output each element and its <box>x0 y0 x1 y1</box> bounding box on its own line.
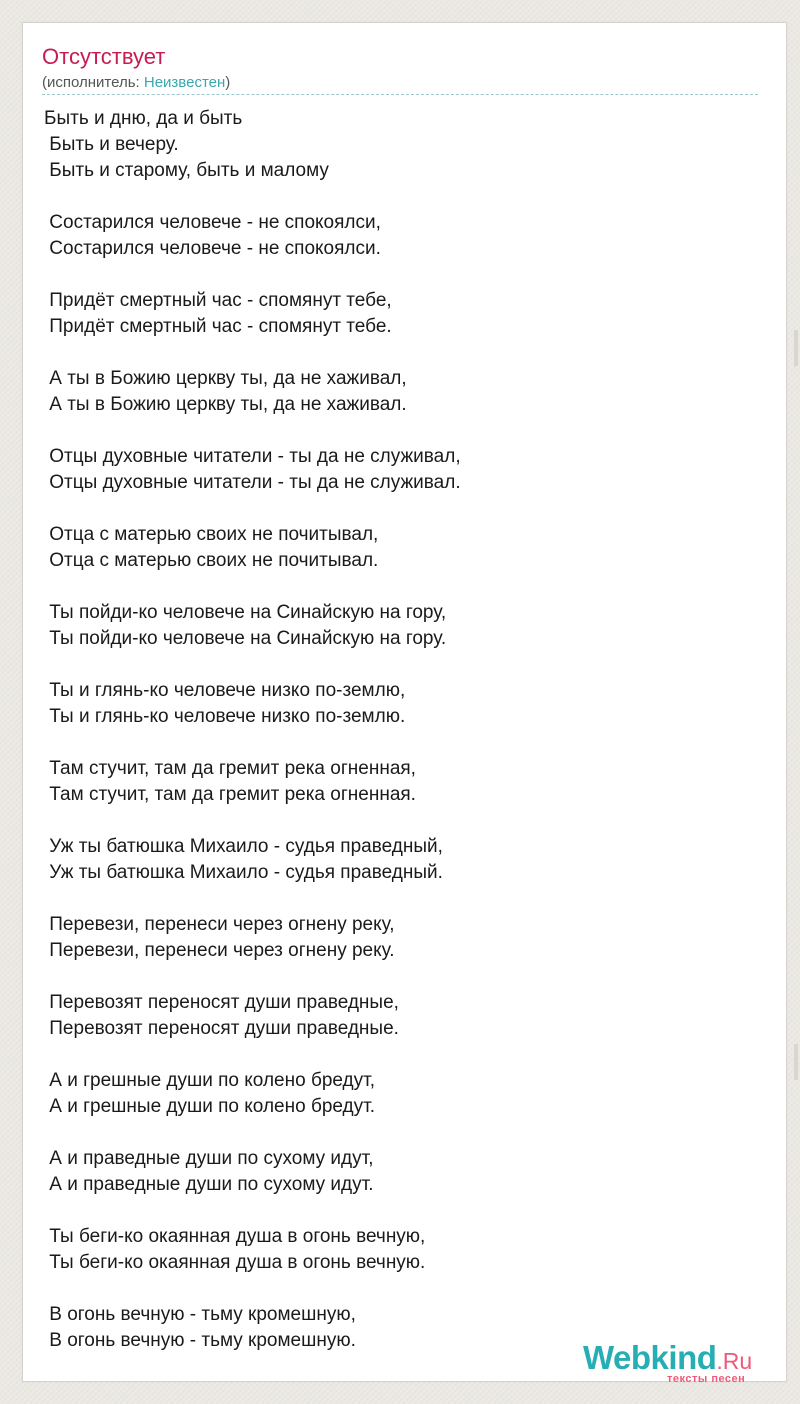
logo-tagline: тексты песен <box>667 1373 746 1385</box>
artist-suffix: ) <box>225 74 231 91</box>
lyrics-card <box>22 22 787 1385</box>
song-title: Отсутствует <box>42 44 166 69</box>
logo-main-text: Webkind <box>583 1339 717 1376</box>
scrollbar-mark-bottom <box>794 1044 798 1080</box>
site-logo[interactable] <box>583 1340 783 1386</box>
artist-link[interactable]: Неизвестен <box>143 74 226 91</box>
divider <box>42 94 758 95</box>
lyrics-text: Быть и дню, да и быть Быть и вечеру. Быть и старому, быть и малому Состарился человече - не спокоялси, Состарился человече - не спокоялси. Придёт смертный час - спомянут тебе, Придёт смертный час - спомянут тебе. А ты в Божию церкву ты, да не хаживал, А ты в Божию церкву ты, да не хаживал. Отцы духовные читатели - ты да не служивал, Отцы духовные читатели - ты да не служивал. Отца с матерью своих не почитывал, Отца с матерью своих не почитывал. Ты пойди-ко человече на Синайскую на гору, Ты пойди-ко человече на Синайскую на гору. Ты и глянь-ко человече низко по-землю, Ты и глянь-ко человече низко по-землю. Там стучит, там да гремит река огненная, Там стучит, там да гремит река огненная. Уж ты батюшка Михаило - судья праведный, Уж ты батюшка Михаило - судья праведный. Перевези, перенеси через огнену реку, Перевези, перенеси через огнену реку. Перевозят переносят души праведные, Перевозят переносят души праведные. А и грешные души по колено бредут, А и грешные души по колено бредут. А и праведные души по сухому идут, А и праведные души по сухому идут. Ты беги-ко окаянная душа в огонь вечную, Ты беги-ко окаянная душа в огонь вечную. В огонь вечную - тьму кромешную, В огонь вечную - тьму кромешную. <box>44 108 461 1351</box>
logo-suffix-text: .Ru <box>716 1348 753 1374</box>
artist-prefix: (исполнитель: <box>42 74 144 91</box>
scrollbar-mark-top <box>794 330 798 366</box>
artist-line <box>42 74 230 92</box>
